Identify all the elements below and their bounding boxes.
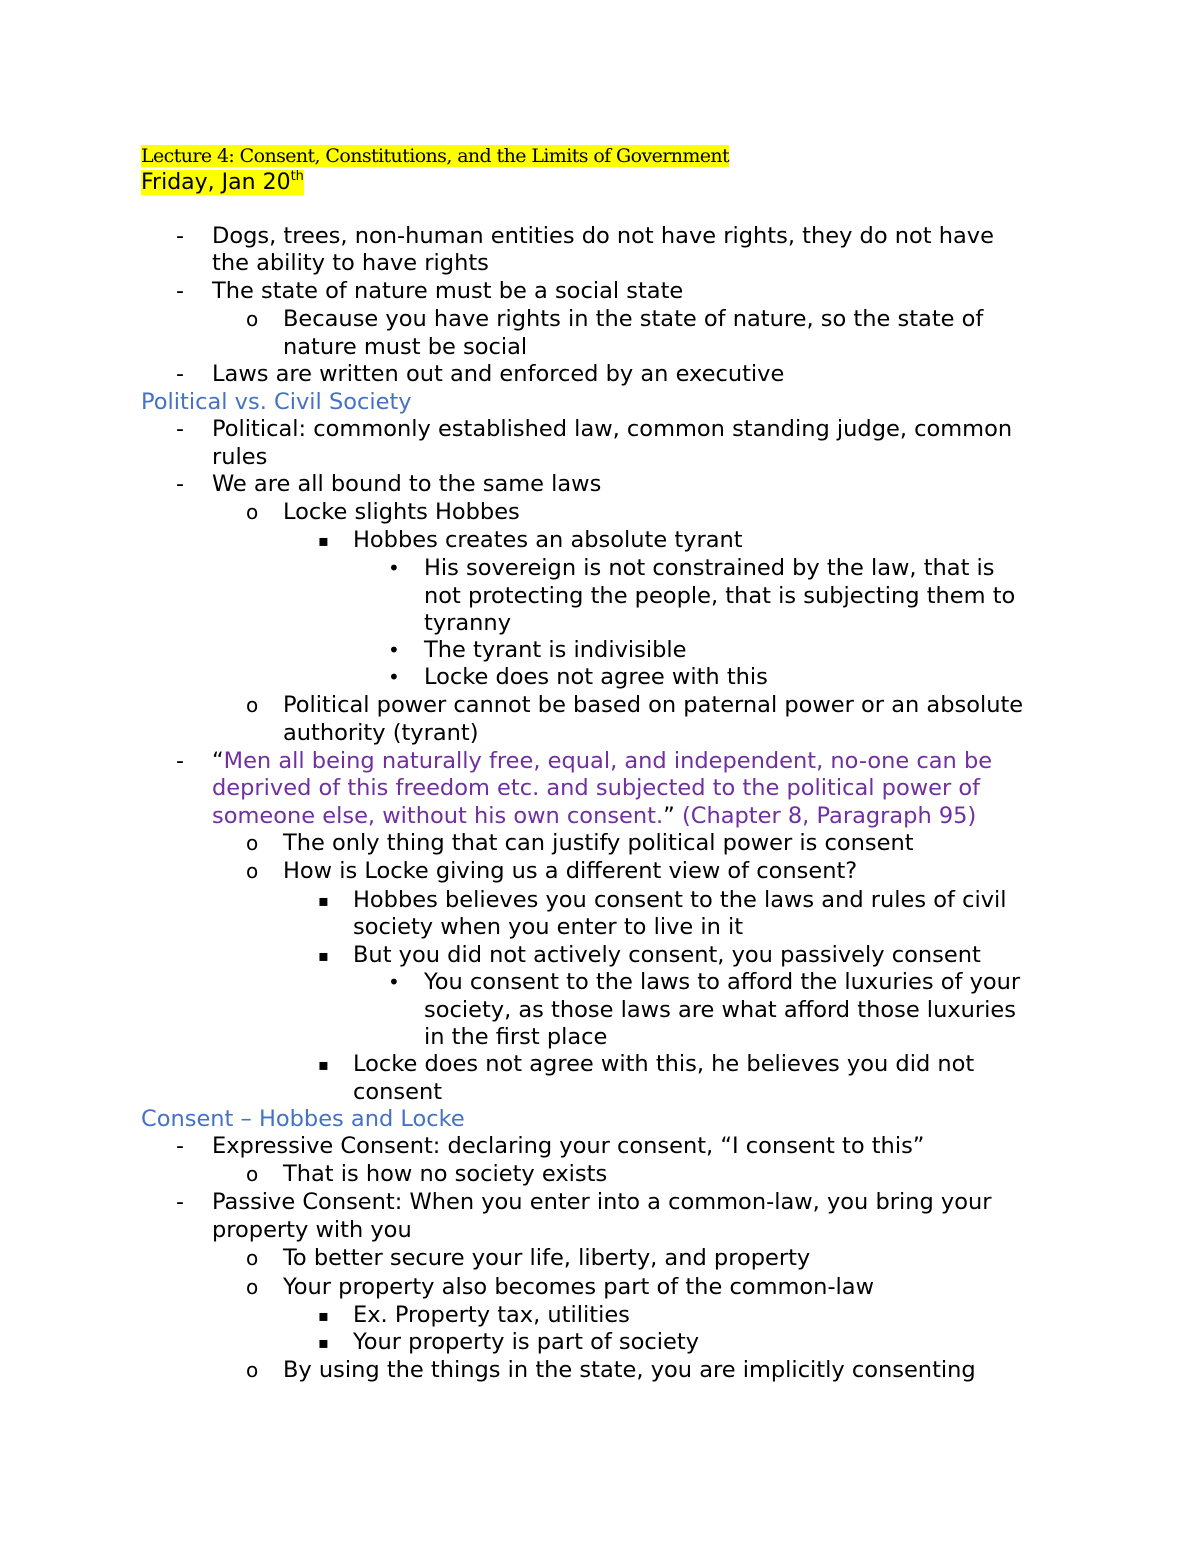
dash-marker: - [176, 1190, 184, 1215]
dash-marker: - [176, 279, 184, 304]
list-item: Locke does not agree with this, he believes you did not [353, 1051, 975, 1077]
list-item-continued: in the first place [424, 1024, 608, 1050]
square-marker: ▪ [318, 531, 329, 550]
dash-marker: - [176, 1134, 184, 1159]
quote-line [212, 803, 976, 830]
square-marker: ▪ [318, 1055, 329, 1074]
section-heading: Consent – Hobbes and Locke [141, 1106, 465, 1132]
lecture-title [141, 142, 729, 170]
quote-line: deprived of this freedom etc. and subjected to the political power of [212, 775, 981, 801]
list-item-continued: rules [212, 444, 268, 470]
list-item-continued: authority (tyrant) [283, 720, 479, 746]
circle-marker: o [246, 1275, 259, 1299]
lecture-date [141, 168, 304, 198]
circle-marker: o [246, 831, 259, 855]
circle-marker: o [246, 500, 259, 524]
list-item: Your property is part of society [353, 1329, 700, 1355]
list-item-continued: property with you [212, 1217, 412, 1243]
list-item: Expressive Consent: declaring your consent, “I consent to this” [212, 1133, 925, 1159]
circle-marker: o [246, 859, 259, 883]
list-item: The only thing that can justify political power is consent [283, 830, 914, 856]
quote-text: Men all being naturally free, equal, and independent, no-one can be [223, 748, 993, 774]
open-quote: “ [212, 748, 224, 774]
list-item: Laws are written out and enforced by an executive [212, 361, 785, 387]
dash-marker: - [176, 749, 184, 774]
list-item-continued: the ability to have rights [212, 250, 489, 276]
square-marker: ▪ [318, 1306, 329, 1325]
list-item: Because you have rights in the state of nature, so the state of [283, 306, 984, 332]
list-item: Hobbes believes you consent to the laws and rules of civil [353, 887, 1007, 913]
section-heading: Political vs. Civil Society [141, 389, 412, 415]
list-item: Political: commonly established law, common standing judge, common [212, 416, 1013, 442]
dash-marker: - [176, 362, 184, 387]
list-item: Political power cannot be based on paternal power or an absolute [283, 692, 1024, 718]
list-item: You consent to the laws to afford the luxuries of your [424, 969, 1021, 995]
list-item-continued: society when you enter to live in it [353, 914, 744, 940]
dash-marker: - [176, 224, 184, 249]
circle-marker: o [246, 1162, 259, 1186]
list-item: By using the things in the state, you are implicitly consenting [283, 1357, 976, 1383]
list-item: Locke does not agree with this [424, 664, 768, 690]
list-item: We are all bound to the same laws [212, 471, 602, 497]
circle-marker: o [246, 1246, 259, 1270]
list-item: The tyrant is indivisible [424, 637, 687, 663]
title-highlight: Lecture 4: Consent, Constitutions, and the Limits of Government [141, 145, 730, 167]
list-item: Passive Consent: When you enter into a common-law, you bring your [212, 1189, 992, 1215]
list-item: Locke slights Hobbes [283, 499, 520, 525]
list-item: The state of nature must be a social state [212, 278, 684, 304]
dash-marker: - [176, 472, 184, 497]
quote-line [212, 748, 992, 775]
bullet-marker: • [388, 556, 400, 580]
list-item-continued: consent [353, 1079, 443, 1105]
square-marker: ▪ [318, 1333, 329, 1352]
list-item-continued: not protecting the people, that is subjecting them to [424, 583, 1016, 609]
list-item: That is how no society exists [283, 1161, 608, 1187]
date-text: Friday, Jan 20 [141, 170, 291, 195]
list-item: Ex. Property tax, utilities [353, 1302, 630, 1328]
date-highlight [141, 170, 304, 195]
bullet-marker: • [388, 638, 400, 662]
dash-marker: - [176, 417, 184, 442]
list-item: How is Locke giving us a different view of consent? [283, 858, 858, 884]
list-item: Your property also becomes part of the common-law [283, 1274, 874, 1300]
bullet-marker: • [388, 970, 400, 994]
date-suffix: th [290, 169, 304, 184]
quote-text: someone else, without his own consent. [212, 803, 664, 829]
list-item: But you did not actively consent, you passively consent [353, 942, 981, 968]
square-marker: ▪ [318, 891, 329, 910]
list-item-continued: nature must be social [283, 334, 528, 360]
circle-marker: o [246, 307, 259, 331]
list-item: Dogs, trees, non-human entities do not have rights, they do not have [212, 223, 994, 249]
list-item-continued: tyranny [424, 610, 512, 636]
list-item: To better secure your life, liberty, and property [283, 1245, 811, 1271]
list-item: Hobbes creates an absolute tyrant [353, 527, 743, 553]
list-item-continued: society, as those laws are what afford those luxuries [424, 997, 1016, 1023]
circle-marker: o [246, 693, 259, 717]
close-quote: ” [663, 803, 675, 829]
list-item: His sovereign is not constrained by the law, that is [424, 555, 995, 581]
square-marker: ▪ [318, 946, 329, 965]
quote-citation: (Chapter 8, Paragraph 95) [674, 803, 977, 829]
bullet-marker: • [388, 665, 400, 689]
circle-marker: o [246, 1358, 259, 1382]
